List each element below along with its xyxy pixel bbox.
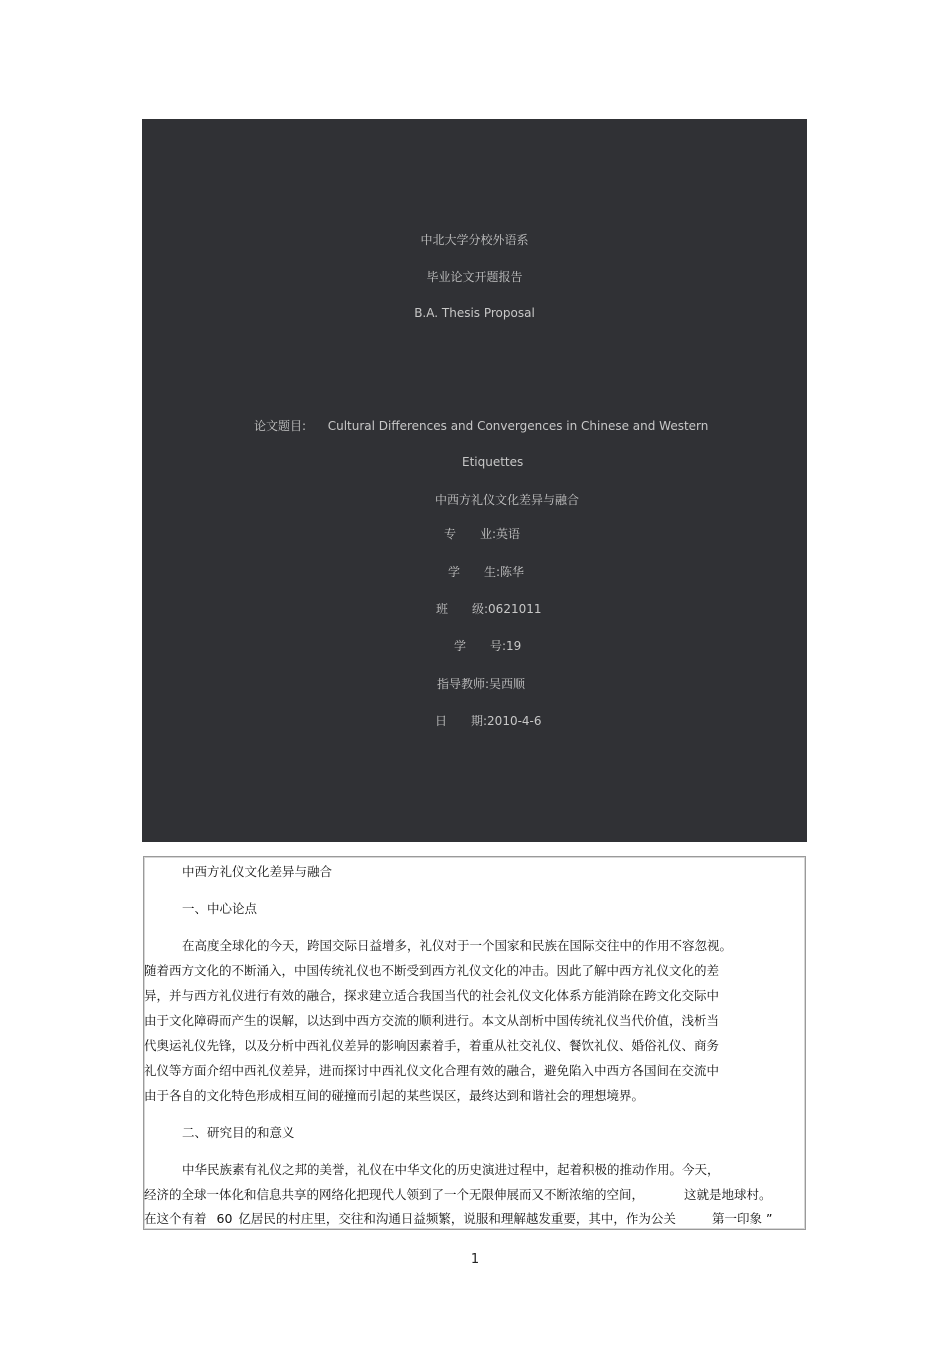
field-student-id [454, 637, 521, 654]
field-major-label: 专 业: [444, 527, 497, 541]
section2-line-3e: ” [765, 1211, 773, 1226]
page-number: 1 [470, 1252, 480, 1267]
section2-line-3b: 60 [216, 1211, 233, 1226]
school-name: 中北大学分校外语系 [420, 233, 529, 247]
field-date-label: 日 期: [435, 714, 488, 728]
topic-label: 论文题目: [254, 419, 307, 433]
field-student [448, 563, 524, 580]
section1-line-4: 由于文化障碍而产生的误解，以达到中西方交流的顺利进行。本文从剖析中国传统礼仪当代价值，浅析当 [144, 1013, 720, 1028]
section1-heading: 一、中心论点 [182, 901, 258, 916]
section2-line-2a: 经济的全球一体化和信息共享的网络化把现代人领到了一个无限伸展而又不断浓缩的空间， [144, 1187, 645, 1202]
report-title: 毕业论文开题报告 [426, 270, 523, 284]
report-title-en: B.A. Thesis Proposal [414, 306, 535, 320]
topic-row [254, 417, 708, 434]
field-student-label: 学 生: [448, 565, 501, 579]
section2-line-2b: 这就是地球村。 [684, 1187, 772, 1202]
field-class [436, 600, 542, 617]
section2-heading: 二、研究目的和意义 [182, 1125, 295, 1140]
section1-line-6: 礼仪等方面介绍中西礼仪差异，进而探讨中西礼仪文化合理有效的融合，避免陷入中西方各国间在交流中 [144, 1063, 720, 1078]
section1-line-3: 异，并与西方礼仪进行有效的融合，探求建立适合我国当代的社会礼仪文化体系方能消除在跨文化交际中 [144, 988, 720, 1003]
field-major-value: 英语 [496, 527, 521, 541]
section1-line-1: 在高度全球化的今天，跨国交际日益增多，礼仪对于一个国家和民族在国际交往中的作用不容忽视。 [182, 938, 733, 953]
field-advisor-label: 指导教师: [437, 677, 490, 691]
field-student-id-value: 19 [506, 639, 522, 653]
topic-cn: 中西方礼仪文化差异与融合 [435, 493, 580, 507]
field-class-label: 班 级: [436, 602, 489, 616]
cover-page [142, 119, 807, 842]
section2-line-1: 中华民族素有礼仪之邦的美誉，礼仪在中华文化的历史演进过程中，起着积极的推动作用。今天， [182, 1162, 720, 1177]
field-date-value: 2010-4-6 [487, 714, 542, 728]
section2-line-3 [144, 1209, 772, 1227]
section1-line-5: 代奥运礼仪先锋，以及分析中西礼仪差异的影响因素着手，着重从社交礼仪、餐饮礼仪、婚俗礼仪、商务 [144, 1038, 720, 1053]
topic-en-line1: Cultural Differences and Convergences in Chinese and Western [327, 419, 709, 433]
topic-en-line2: Etiquettes [462, 455, 524, 469]
field-major [444, 525, 520, 542]
field-class-value: 0621011 [488, 602, 542, 616]
section2-line-3a: 在这个有着 [144, 1211, 207, 1226]
field-advisor [437, 675, 525, 692]
field-student-id-label: 学 号: [454, 639, 507, 653]
section1-line-7: 由于各自的文化特色形成相互间的碰撞而引起的某些误区，最终达到和谐社会的理想境界。 [144, 1088, 645, 1103]
body-title: 中西方礼仪文化差异与融合 [182, 864, 333, 879]
field-advisor-value: 吴西顺 [489, 677, 526, 691]
section2-line-3c: 亿居民的村庄里，交往和沟通日益频繁，说服和理解越发重要，其中，作为公关 [238, 1211, 676, 1226]
section2-line-3d: 第一印象 [711, 1211, 762, 1226]
field-date [435, 712, 542, 729]
section1-line-2: 随着西方文化的不断涌入，中国传统礼仪也不断受到西方礼仪文化的冲击。因此了解中西方礼仪文化的差 [144, 963, 720, 978]
proposal-body [143, 856, 806, 1230]
section2-line-2 [144, 1185, 772, 1203]
field-student-value: 陈华 [500, 565, 525, 579]
